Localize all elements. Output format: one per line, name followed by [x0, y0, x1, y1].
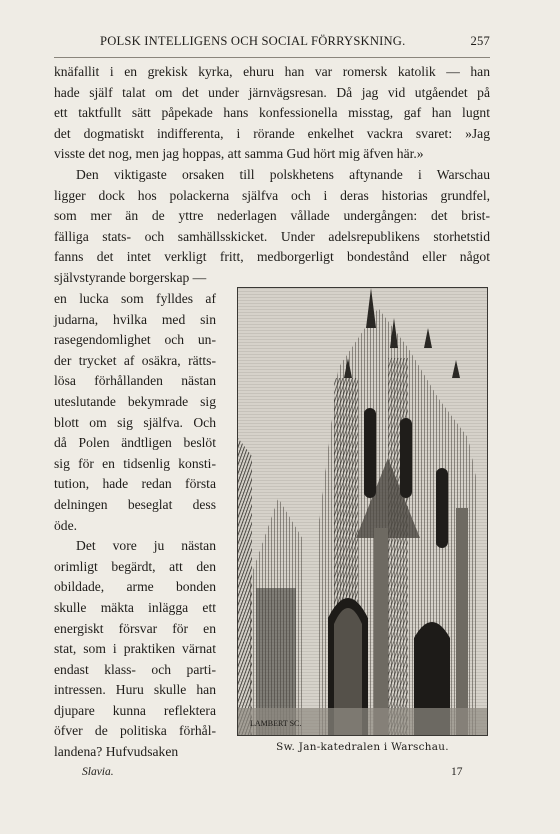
text-line: Den viktigaste orsaken till polskhetens aftynande i Warschau: [76, 166, 490, 182]
text-line: djupare kunna reflektera: [54, 702, 216, 718]
text-line: landena? Hufvudsaken: [54, 744, 179, 760]
text-line: det dogmatiskt indifferenta, i rörande enkelhet vackra svaret: »Jag: [54, 125, 490, 141]
text-line: en lucka som fylldes af: [54, 291, 216, 306]
text-line: ligger dock hos polackerna själfva och i deras historias grundfel,: [54, 187, 490, 203]
text-line: uteslutande bekymrade sig: [54, 393, 216, 409]
full-width-text: [54, 62, 490, 289]
text-line: öde.: [54, 517, 78, 533]
engraver-signature: LAMBERT SC.: [250, 719, 302, 728]
text-line: skulle mäkta inlägga ett: [54, 599, 216, 615]
figure-caption: Sw. Jan-katedralen i Warschau.: [276, 741, 449, 753]
sheet-number: 17: [451, 766, 463, 778]
text-line: ett taktfullt sätt påpekade hans konfessionella misstag, gaf han lugnt: [54, 105, 490, 121]
text-line: obildade, arme bonden: [54, 579, 216, 595]
text-line: knäfallit i en grekisk kyrka, ehuru han var romersk katolik — han: [54, 64, 490, 79]
signature-mark: Slavia.: [82, 766, 114, 778]
text-line: intressen. Huru skulle han: [54, 682, 216, 698]
text-line: självstyrande borgerskap —: [54, 269, 207, 285]
text-line: rasegendomlighet och un-: [54, 332, 216, 348]
text-line: öfver de politiska förhål-: [54, 723, 216, 739]
cathedral-engraving: [237, 287, 488, 736]
text-line: sig för en tidsenlig konsti-: [54, 455, 216, 471]
text-line: lösa förhållanden nästan: [54, 373, 216, 389]
text-line: der trycket af osäkra, rätts-: [54, 352, 216, 368]
page-header: [58, 34, 490, 52]
text-line: stat, som i praktiken värnat: [54, 641, 216, 657]
text-line: då Polen ändtligen beslöt: [54, 435, 216, 451]
text-line: delningen beseglat dess: [54, 496, 216, 512]
text-line: tution, hade redan första: [54, 476, 216, 492]
column-text: [54, 289, 216, 763]
text-line: fälliga stats- och samhällsskicket. Under adelsrepublikens storhetstid: [54, 228, 490, 244]
text-line: Det vore ju nästan: [76, 538, 216, 554]
running-head: POLSK INTELLIGENS OCH SOCIAL FÖRRYSKNING.: [100, 34, 406, 48]
cathedral-illustration: [238, 288, 487, 735]
text-line: endast klass- och parti-: [54, 661, 216, 677]
text-line: hade själf talat om det under järnvägsresan. Då jag vid utgåendet på: [54, 84, 490, 100]
text-line: judarna, hvilka med sin: [54, 311, 216, 327]
text-line: som mer än de yttre nederlagen vållade undergången: det brist-: [54, 208, 490, 224]
header-rule: [54, 57, 490, 58]
text-line: blott om sig själfva. Och: [54, 414, 216, 430]
page-number: 257: [470, 34, 490, 48]
text-line: orimligt begärdt, att den: [54, 558, 216, 574]
text-line: energiskt försvar för en: [54, 620, 216, 636]
text-line: visste det nog, men jag hoppas, att samma Gud hört mig äfven här.»: [54, 146, 424, 162]
text-line: fanns det intet verkligt fritt, medborgerligt bondestånd eller något: [54, 249, 490, 265]
